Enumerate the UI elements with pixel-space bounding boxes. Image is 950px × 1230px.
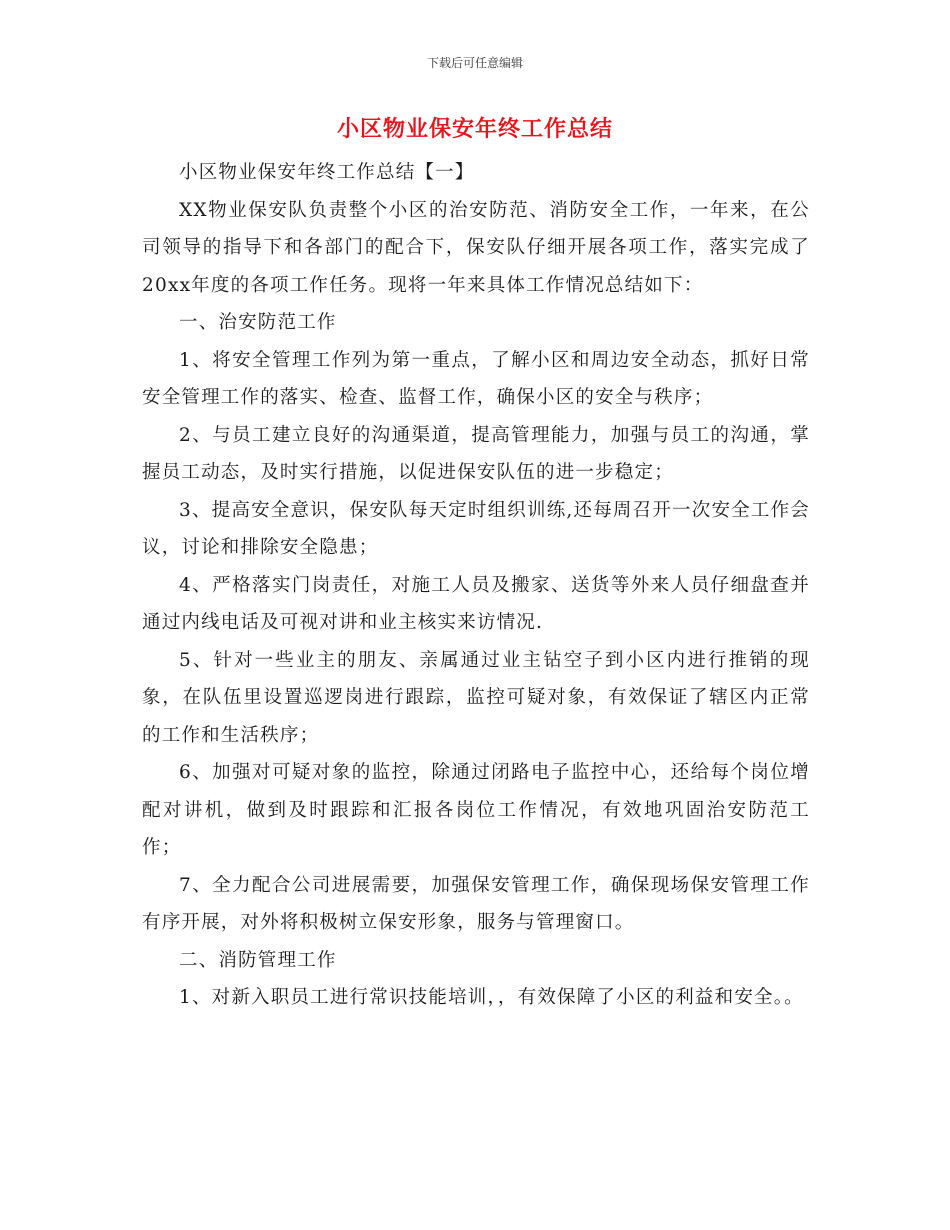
fire-item-1: 1、对新入职员工进行常识技能培训，，有效保障了小区的利益和安全。。 bbox=[179, 987, 804, 1008]
security-item-1: 1、将安全管理工作列为第一重点，了解小区和周边安全动态，抓好日常安全管理工作的落实、检查、监督工作，确保小区的安全与秩序； bbox=[142, 349, 810, 408]
security-item-6: 6、加强对可疑对象的监控，除通过闭路电子监控中心，还给每个岗位增配对讲机，做到及时跟踪和汇报各岗位工作情况，有效地巩固治安防范工作； bbox=[142, 762, 810, 858]
security-item-3: 3、提高安全意识，保安队每天定时组织训练,还每周召开一次安全工作会议，讨论和排除安全隐患； bbox=[142, 499, 810, 558]
header-note: 下载后可任意编辑 bbox=[426, 56, 523, 70]
security-item-2: 2、与员工建立良好的沟通渠道，提高管理能力，加强与员工的沟通，掌握员工动态，及时实行措施，以促进保安队伍的进一步稳定； bbox=[142, 424, 810, 483]
section-heading-security: 一、治安防范工作 bbox=[179, 312, 337, 333]
security-item-7: 7、全力配合公司进展需要，加强保安管理工作，确保现场保安管理工作有序开展，对外将积极树立保安形象，服务与管理窗口。 bbox=[142, 874, 810, 933]
subtitle-paragraph: 小区物业保安年终工作总结【一】 bbox=[179, 162, 475, 183]
document-title: 小区物业保安年终工作总结 bbox=[336, 117, 613, 142]
document-body bbox=[142, 154, 810, 1017]
section-heading-fire: 二、消防管理工作 bbox=[179, 949, 337, 971]
intro-paragraph: XX物业保安队负责整个小区的治安防范、消防安全工作，一年来，在公司领导的指导下和各部门的配合下，保安队仔细开展各项工作，落实完成了20xx年度的各项工作任务。现将一年来具体工作情况总结如下： bbox=[142, 199, 810, 296]
security-item-5: 5、针对一些业主的朋友、亲属通过业主钻空子到小区内进行推销的现象，在队伍里设置巡逻岗进行跟踪，监控可疑对象，有效保证了辖区内正常的工作和生活秩序； bbox=[142, 649, 810, 746]
security-item-4: 4、严格落实门岗责任，对施工人员及搬家、送货等外来人员仔细盘查并通过内线电话及可视对讲和业主核实来访情况. bbox=[142, 574, 810, 633]
